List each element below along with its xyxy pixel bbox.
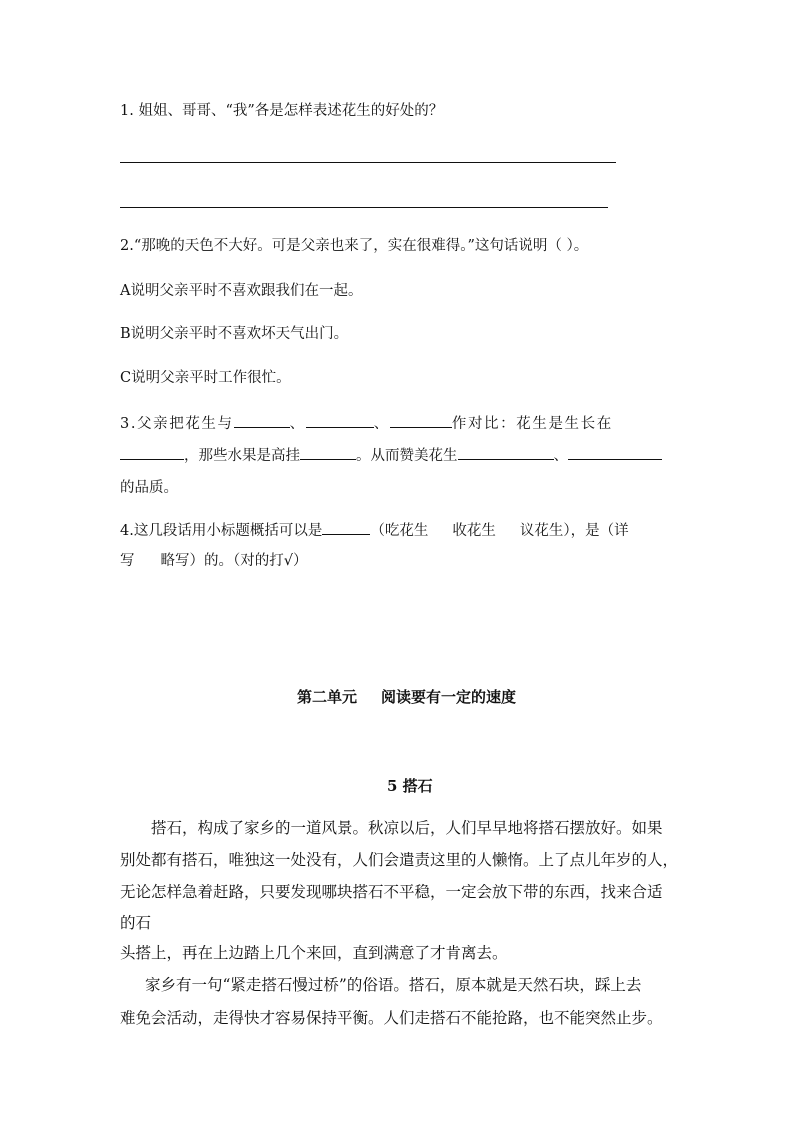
separator: 、 <box>373 416 390 432</box>
passage-line: 家乡有一句“紧走搭石慢过桥”的俗语。搭石，原本就是天然石块，踩上去 <box>145 976 642 994</box>
blank-input[interactable] <box>120 445 184 460</box>
question-3-line-1 <box>120 413 613 434</box>
blank-input[interactable] <box>458 445 554 460</box>
blank-input[interactable] <box>234 413 290 428</box>
passage-line: 无论怎样急着赶路，只要发现哪块搭石不平稳，一定会放下带的东西，找来合适 <box>120 883 663 901</box>
question-4-line-2 <box>120 551 308 571</box>
question-1: 1. 姐姐、哥哥、“我”各是怎样表述花生的好处的？ <box>120 103 444 119</box>
question-2: 2.“那晚的天色不大好。可是父亲也来了，实在很难得。”这句话说明（ ）。 <box>120 238 589 254</box>
unit-label: 第二单元 <box>297 688 358 706</box>
option-c: C说明父亲平时工作很忙。 <box>120 370 291 386</box>
option-b: B说明父亲平时不喜欢坏天气出门。 <box>120 326 349 342</box>
blank-input[interactable] <box>306 413 374 428</box>
choice-brief[interactable]: 略写）的。（对的打 <box>160 553 284 569</box>
unit-subtitle: 阅读要有一定的速度 <box>381 688 517 706</box>
passage-line: 头搭上，再在上边踏上几个来回，直到满意了才肯离去。 <box>120 944 508 962</box>
choice-eat[interactable]: （吃花生 <box>370 523 429 539</box>
answer-line-2 <box>120 207 608 208</box>
blank-input[interactable] <box>568 445 662 460</box>
passage-line: 别处都有搭石，唯独这一处没有，人们会遣责这里的人懒惰。上了点儿年岁的人， <box>120 851 679 869</box>
blank-input[interactable] <box>300 445 356 460</box>
passage-line: 的石 <box>120 914 152 932</box>
passage-line: 难免会活动，走得快才容易保持平衡。人们走搭石不能抢路，也不能突然止步。 <box>120 1009 663 1027</box>
blank-input[interactable] <box>390 413 452 428</box>
choice-discuss[interactable]: 议花生），是（详 <box>519 523 629 539</box>
unit-heading <box>297 686 516 707</box>
question-3-text-c: ，那些水果是高挂 <box>184 448 300 464</box>
separator: 、 <box>289 416 306 432</box>
choice-harvest[interactable]: 收花生 <box>452 523 496 539</box>
question-3-text-b: 作对比：花生是生长在 <box>451 416 613 432</box>
lesson-title: 5 搭石 <box>387 777 433 795</box>
question-3-line-3: 的品质。 <box>120 480 178 496</box>
passage-line: 搭石，构成了家乡的一道风景。秋凉以后，人们早早地将搭石摆放好。如果 <box>151 819 663 837</box>
question-3-line-2 <box>120 445 662 466</box>
choice-detailed[interactable]: 写 <box>120 553 135 569</box>
blank-input[interactable] <box>322 520 370 535</box>
question-3-text-d: 。从而赞美花生 <box>356 448 458 464</box>
question-4-line-1 <box>120 520 629 541</box>
option-a: A说明父亲平时不喜欢跟我们在一起。 <box>120 283 363 299</box>
check-mark: √） <box>283 553 308 569</box>
question-4-text: 4.这几段话用小标题概括可以是 <box>120 523 323 539</box>
question-3-text-a: 3.父亲把花生与 <box>120 416 234 432</box>
separator: 、 <box>553 448 568 464</box>
answer-line-1 <box>120 162 616 163</box>
